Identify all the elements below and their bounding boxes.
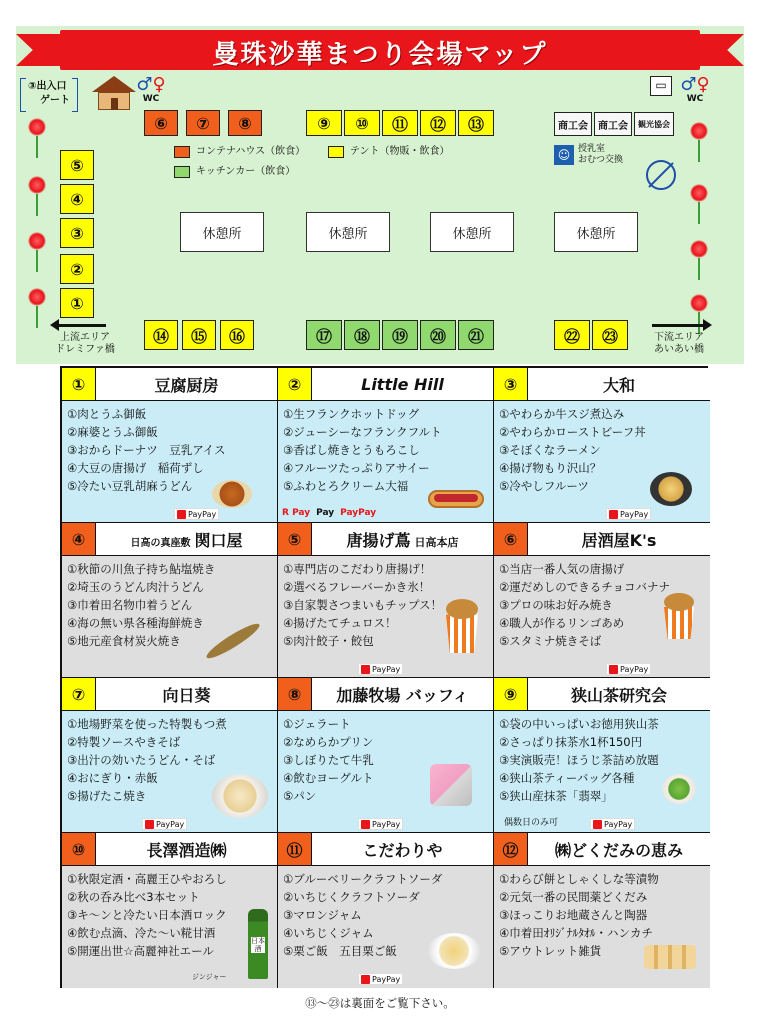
restroom-icon: ♂♀ [680,74,710,95]
shop-card-7[interactable] [62,678,278,833]
shop-card-10[interactable] [62,833,278,988]
booth-7[interactable]: ⑦ [186,110,220,136]
shop-card-9[interactable] [494,678,710,833]
menu-item: ⑤スタミナ焼きそば [499,634,602,648]
matcha-note: 偶数日のみ可 [504,818,559,828]
shop-name: 豆腐厨房 [154,375,219,395]
office-tourism[interactable]: 観光協会 [634,112,674,136]
red-lily-icon [684,122,714,162]
shop-name: Little Hill [361,374,444,394]
menu-item: ③そぼくなラーメン [499,443,601,457]
wc-right [678,76,712,104]
shop-name: 居酒屋K's [581,530,657,550]
shop-number: ③ [494,368,528,400]
shop-number: ⑧ [278,678,312,710]
shop-card-5[interactable] [278,523,494,678]
gate-bracket-right [72,78,78,112]
shop-number: ① [62,368,96,400]
payment-logos [282,507,376,519]
gate-label-line2: ゲート [40,95,70,106]
shop-number: ④ [62,523,96,555]
booth-11[interactable]: ⑪ [382,110,418,136]
menu-item: ③ほっこりお地蔵さんと陶器 [499,908,648,922]
menu-item: ⑤パン [283,789,317,803]
warabimochi-illustration [644,945,696,969]
menu-item: ④大豆の唐揚げ 稲荷ずし [67,461,204,475]
shop-name: 加藤牧場 バッフィ [336,685,469,705]
footer-note: ⑬～㉓は裏面をご覧下さい。 [305,996,455,1010]
rest-area-4[interactable]: 休憩所 [554,212,638,252]
rest-area-2[interactable]: 休憩所 [306,212,390,252]
menu-item: ①秋節の川魚子持ち鮎塩焼き [67,562,216,576]
paypay-icon [593,820,602,829]
menu-item: ③自家製さつまいもチップス！ [283,598,443,612]
wc-left-label: WC [142,94,160,104]
title-banner [16,30,744,72]
legend-tent-swatch [328,146,344,158]
menu-item: ②ジューシーなフランクフルト [283,425,442,439]
shop-number: ⑨ [494,678,528,710]
paypay-badge: PayPay [606,663,651,675]
menu-item: ②秋の呑み比べ3本セット [67,890,200,904]
map-title: 曼珠沙華まつり会場マップ [212,40,548,70]
menu-item: ①やわらか牛スジ煮込み [499,407,625,421]
red-lily-icon [22,176,52,216]
menu-item: ①肉とうふ御飯 [67,407,147,421]
menu-item: ⑤揚げたこ焼き [67,789,147,803]
menu-item: ①地場野菜を使った特製もつ煮 [67,717,227,731]
booth-5[interactable]: ⑤ [60,150,94,180]
menu-item: ③キ～ンと冷たい日本酒ロック [67,908,227,922]
paypay-badge: PayPay [358,973,403,985]
paypay-badge: PayPay [358,663,403,675]
booth-6[interactable]: ⑥ [144,110,178,136]
booth-14[interactable]: ⑭ [144,320,178,350]
shop-card-8[interactable] [278,678,494,833]
booth-20[interactable]: ⑳ [420,320,456,350]
menu-item: ③出汁の効いたうどん・そば [67,753,216,767]
house-icon [92,76,136,110]
menu-item: ④揚げ物もり沢山？ [499,461,602,475]
red-lily-icon [22,232,52,272]
booth-4[interactable]: ④ [60,184,94,214]
shop-name: 向日葵 [162,685,211,705]
menu-item: ④いちじくジャム [283,926,374,940]
menu-item: ④海の無い県各種海鮮焼き [67,616,204,630]
upstream-label [48,332,122,356]
red-lily-icon [684,240,714,280]
menu-item: ③マロンジャム [283,908,362,922]
menu-item: ③実演販売！ほうじ茶詰め放題 [499,753,659,767]
legend-tent [328,145,450,159]
booth-21[interactable]: ㉑ [458,320,494,350]
red-lily-icon [684,184,714,224]
booth-2[interactable]: ② [60,254,94,284]
menu-item: ②さっぱり抹茶水1杯150円 [499,735,643,749]
gate-label [28,80,70,108]
menu-item: ②特製ソースやきそば [67,735,181,749]
legend-kitchen [174,165,295,179]
menu-item: ①生フランクホットドッグ [283,407,420,421]
menu-item: ⑤開運出世☆高麗神社エール [67,944,214,958]
menu-item: ①ジェラート [283,717,351,731]
menu-item: ④フルーツたっぷりアサイー [283,461,430,475]
shop-name: 狭山茶研究会 [570,685,667,705]
takoyaki-illustration [212,480,252,508]
legend-container-swatch [174,146,190,158]
menu-item: ⑤冷やしフルーツ [499,479,589,493]
upstream-line2: ドレミファ橋 [55,344,115,355]
downstream-line1: 下流エリア [654,332,704,343]
red-lily-icon [22,118,52,158]
shop-card-12[interactable] [494,833,710,988]
legend-kitchen-swatch [174,166,190,178]
paypay-icon [609,510,618,519]
ramen-illustration [650,472,692,506]
shop-name: 大和 [602,375,635,395]
menu-item: ②運だめしのできるチョコバナナ [499,580,670,594]
shop-number: ⑤ [278,523,312,555]
red-lily-icon [22,288,52,328]
restroom-icon: ♂♀ [136,74,166,95]
menu-item: ②いちじくクラフトソーダ [283,890,420,904]
menu-item: ③おからドーナツ 豆乳アイス [67,443,226,457]
booth-19[interactable]: ⑲ [382,320,418,350]
booth-3[interactable]: ③ [60,218,94,248]
menu-item: ②麻婆とうふ御飯 [67,425,158,439]
rest-area-3[interactable]: 休憩所 [430,212,514,252]
nursing-room[interactable] [554,144,623,166]
karaage-illustration [446,599,478,619]
shop-card-6[interactable] [494,523,710,678]
booth-23[interactable]: ㉓ [592,320,628,350]
paypay-badge: PayPay [142,818,187,830]
downstream-label [644,332,714,356]
upstream-arrow [58,324,106,327]
menu-item: ⑤狭山産抹茶「翡翠」 [499,789,613,803]
karaage-illustration [664,593,694,611]
menu-item: ①専門店のこだわり唐揚げ！ [283,562,432,576]
menu-item: ⑤ふわとろクリーム大福 [283,479,409,493]
shop-card-4[interactable] [62,523,278,678]
baby-care-icon: ☺ [554,145,574,165]
paypay-icon [361,820,370,829]
menu-item: ②元気一番の民間薬どくだみ [499,890,648,904]
downstream-arrow [652,324,704,327]
menu-item: ④おにぎり・赤飯 [67,771,158,785]
legend-container-label: コンテナハウス（飲食） [196,146,306,157]
shop-number: ⑦ [62,678,96,710]
menu-item: ①わらび餅としゃくしな等漬物 [499,872,659,886]
paypay-badge: PayPay [606,508,651,520]
shop-number: ⑥ [494,523,528,555]
booth-12[interactable]: ⑫ [420,110,456,136]
menu-item: ④飲むヨーグルト [283,771,374,785]
menu-item: ①当店一番人気の唐揚げ [499,562,625,576]
shop-name: こだわりや [362,840,443,860]
no-entry-icon [646,160,676,190]
menu-item: ⑤冷たい豆乳胡麻うどん [67,479,193,493]
paypay-badge: PayPay [590,818,635,830]
bench-icon: ▭ [650,76,672,96]
booth-8[interactable]: ⑧ [228,110,262,136]
shop-number: ⑫ [494,833,528,865]
wc-right-label: WC [686,94,704,104]
shop-name: ㈱どくだみの恵み [554,840,683,860]
booth-13[interactable]: ⑬ [458,110,494,136]
menu-item: ①秋限定酒・高麗王ひやおろし [67,872,227,886]
shop-grid [60,366,708,988]
menu-item: ②埼玉のうどん肉汁うどん [67,580,204,594]
paypay-badge: PayPay [358,818,403,830]
gate-label-line1: ③出入口 [28,81,67,92]
menu-item: ③香ばし焼きとうもろこし [283,443,420,457]
menu-item: ②やわらかローストビーフ丼 [499,425,646,439]
shop-card-3[interactable] [494,368,710,523]
menu-item: ①ブルーベリークラフトソーダ [283,872,443,886]
upstream-line1: 上流エリア [60,332,110,343]
paypay-icon [609,665,618,674]
booth-17[interactable]: ⑰ [306,320,342,350]
gelato-illustration [430,764,472,806]
shop-name: 関口屋 [194,530,243,550]
gate-bracket-left [20,78,26,112]
menu-item: ④飲む点滴、冷た～い糀甘酒 [67,926,216,940]
paypay-badge: PayPay [174,508,219,520]
shop-card-1[interactable] [62,368,278,523]
menu-item: ①袋の中いっぱいお徳用狭山茶 [499,717,659,731]
menu-item: ⑤栗ご飯 五目栗ご飯 [283,944,397,958]
pay-logo: Pay [316,508,335,518]
menu-item: ⑤地元産食材炭火焼き [67,634,181,648]
menu-item: ②なめらかプリン [283,735,374,749]
menu-item: ②選べるフレーバーかき氷！ [283,580,431,594]
shop-number: ② [278,368,312,400]
shop-name: 長澤酒造㈱ [146,840,227,860]
paypay-icon [361,665,370,674]
rpay-logo: R Pay [282,508,311,518]
chestnut-rice-illustration [428,933,480,969]
menu-item: ③しぼりたて牛乳 [283,753,374,767]
legend-kitchen-label: キッチンカー（飲食） [196,166,296,177]
downstream-line2: あいあい橋 [654,344,704,355]
shop-name-suffix: 日高本店 [414,535,459,549]
menu-item: ③巾着田名物巾着うどん [67,598,193,612]
rest-area-1[interactable]: 休憩所 [180,212,264,252]
shop-name-prefix: 日高の真座敷 [130,537,191,549]
booth-22[interactable]: ㉒ [554,320,590,350]
ginger-note: ジンジャー [192,973,227,981]
sausage-illustration [434,494,478,502]
udon-bowl-illustration [212,774,268,818]
legend-tent-label: テント（物販・飲食） [350,146,450,157]
sake-bottle-label: 日本酒 [251,937,265,953]
shop-name: 唐揚げ蔦 [346,530,411,550]
booth-9[interactable]: ⑨ [306,110,342,136]
festival-map [16,26,744,364]
paypay-icon [177,510,186,519]
menu-item: ⑤肉汁餃子・餃包 [283,634,374,648]
shop-number: ⑩ [62,833,96,865]
booth-18[interactable]: ⑱ [344,320,380,350]
office-chamber-2[interactable]: 商工会 [594,112,632,136]
menu-item: ④職人が作るリンゴあめ [499,616,625,630]
paypay-logo: PayPay [340,508,377,518]
menu-item: ④巾着田ｵﾘｼﾞﾅﾙﾀｵﾙ・ハンカチ [499,926,654,940]
booth-16[interactable]: ⑯ [220,320,254,350]
booth-15[interactable]: ⑮ [182,320,216,350]
menu-item: ⑤アウトレット雑貨 [499,944,602,958]
booth-1[interactable]: ① [60,288,94,318]
office-chamber-1[interactable]: 商工会 [554,112,592,136]
nursing-line1: 授乳室 [578,144,606,154]
menu-item: ③プロの味お好み焼き [499,598,613,612]
legend-container [174,145,305,159]
menu-item: ④揚げたてチュロス！ [283,616,397,630]
shop-number: ⑪ [278,833,312,865]
shop-card-2[interactable] [278,368,494,523]
shop-card-11[interactable] [278,833,494,988]
wc-left [134,76,168,104]
nursing-line2: おむつ交換 [578,155,624,165]
paypay-icon [145,820,154,829]
booth-10[interactable]: ⑩ [344,110,380,136]
matcha-illustration [662,774,696,804]
paypay-icon [361,975,370,984]
menu-item: ④狭山茶ティーバッグ各種 [499,771,635,785]
